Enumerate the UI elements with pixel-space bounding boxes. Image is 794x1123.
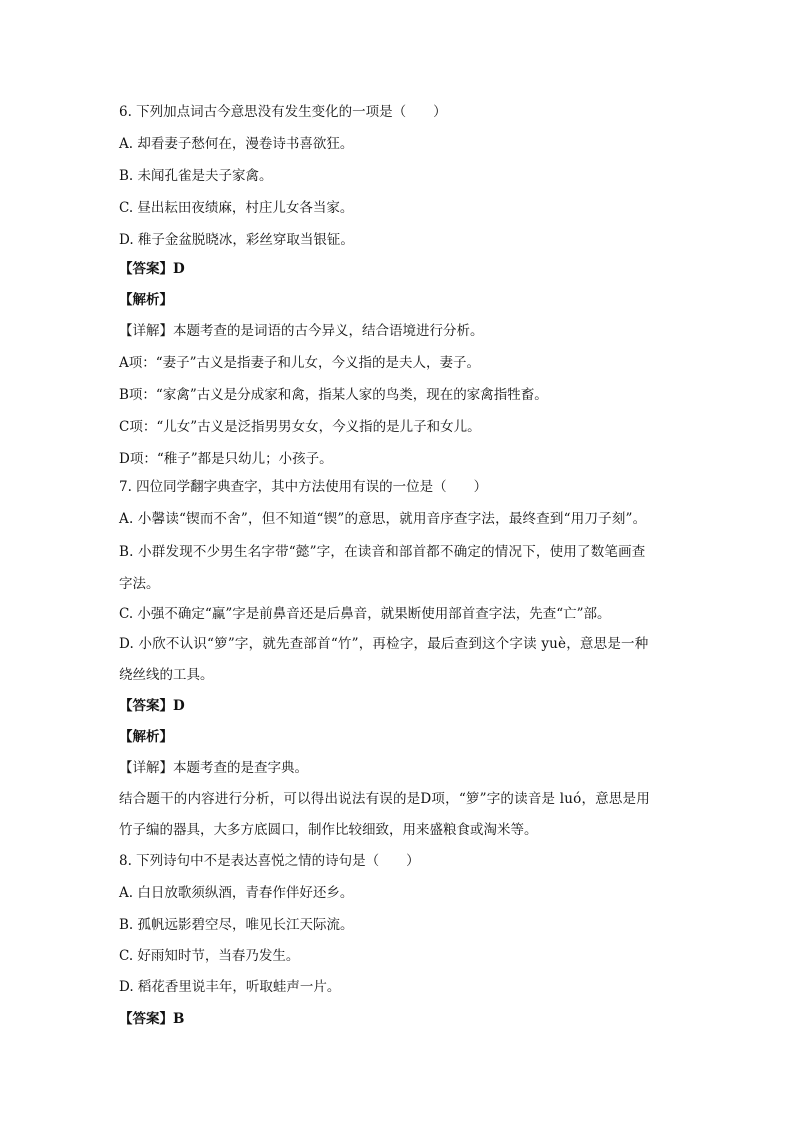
question-6-explanation-d: D项：“稚子”都是只幼儿；小孩子。 — [119, 451, 333, 467]
question-6-explanation-c: C项：“儿女”古义是泛指男男女女，今义指的是儿子和女儿。 — [119, 419, 481, 435]
question-7-option-b-cont: 字法。 — [119, 576, 160, 592]
question-6-stem: 6. 下列加点词古今意思没有发生变化的一项是（ ） — [119, 104, 447, 120]
question-7-option-d: D. 小欣不认识“箩”字，就先查部首“竹”，再检字，最后查到这个字读 yuè，意思是一种 — [119, 636, 649, 652]
question-7-option-b: B. 小群发现不少男生名字带“懿”字，在读音和部首都不确定的情况下，使用了数笔画查 — [119, 544, 646, 560]
question-7-explanation-line-2: 竹子编的器具，大多方底圆口，制作比较细致，用来盛粮食或淘米等。 — [119, 822, 538, 838]
question-6-answer: 【答案】D — [119, 261, 185, 277]
question-7-option-a: A. 小馨读“锲而不舍”，但不知道“锲”的意思，就用音序查字法，最终查到“用刀子刻”。 — [119, 511, 647, 527]
question-6-option-d: D. 稚子金盆脱晓冰，彩丝穿取当银钲。 — [119, 232, 354, 248]
question-6-analysis-label: 【解析】 — [119, 292, 173, 308]
question-6-detail: 【详解】本题考查的是词语的古今异义，结合语境进行分析。 — [119, 323, 484, 339]
question-8-option-c: C. 好雨知时节，当春乃发生。 — [119, 948, 300, 964]
question-6-option-b: B. 未闻孔雀是夫子家禽。 — [119, 168, 273, 184]
question-6-explanation-b: B项：“家禽”古义是分成家和禽，指某人家的鸟类，现在的家禽指牲畜。 — [119, 387, 548, 403]
question-8-option-a: A. 白日放歌须纵酒，青春作伴好还乡。 — [119, 885, 354, 901]
question-7-stem: 7. 四位同学翻字典查字，其中方法使用有误的一位是（ ） — [119, 479, 488, 495]
question-8-option-d: D. 稻花香里说丰年，听取蛙声一片。 — [119, 979, 341, 995]
question-7-detail: 【详解】本题考查的是查字典。 — [119, 760, 308, 776]
question-6-option-a: A. 却看妻子愁何在，漫卷诗书喜欲狂。 — [119, 136, 354, 152]
question-8-option-b: B. 孤帆远影碧空尽，唯见长江天际流。 — [119, 917, 354, 933]
question-7-answer: 【答案】D — [119, 698, 185, 714]
question-8-answer: 【答案】B — [119, 1011, 185, 1027]
question-7-option-d-cont: 绕丝线的工具。 — [119, 667, 214, 683]
question-6-option-c: C. 昼出耘田夜绩麻，村庄儿女各当家。 — [119, 200, 354, 216]
question-8-stem: 8. 下列诗句中不是表达喜悦之情的诗句是（ ） — [119, 853, 420, 869]
question-7-analysis-label: 【解析】 — [119, 729, 173, 745]
question-6-explanation-a: A项：“妻子”古义是指妻子和儿女，今义指的是夫人，妻子。 — [119, 355, 481, 371]
question-7-option-c: C. 小强不确定“赢”字是前鼻音还是后鼻音，就果断使用部首查字法，先查“亡”部。 — [119, 606, 611, 622]
question-7-explanation-line-1: 结合题干的内容进行分析，可以得出说法有误的是D项，“箩”字的读音是 luó，意思是用 — [119, 791, 650, 807]
